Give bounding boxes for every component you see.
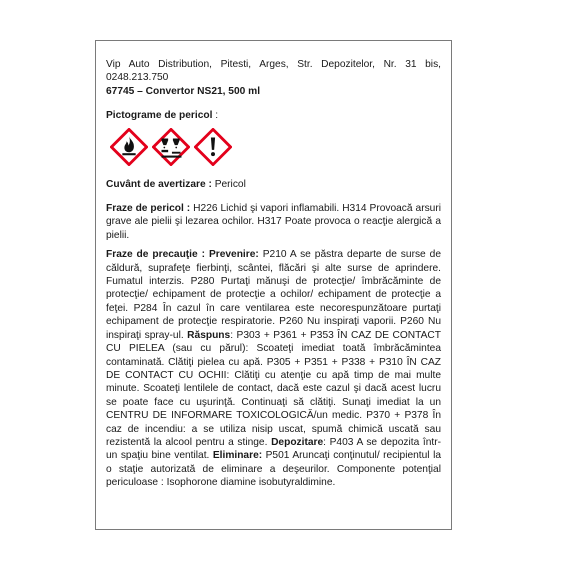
product-name: 67745 – Convertor NS21, 500 ml bbox=[106, 85, 261, 97]
hazard-statements bbox=[106, 202, 441, 242]
prevention-text: P210 A se păstra departe de surse de căldură, suprafeţe fierbinţi, scântei, flăcări şi alte surse de aprindere. Fumatul interzis. P280 Purtaţi mănuşi de protecţie/ îmbrăcăminte de protecţie/ echipament de protecţie a ochilor/ echipament de protecţie a feţei. P284 În cazul în care ventilarea este necorespunzătoare purtaţi echipament de protecţie respiratorie. P260 Nu inspiraţi vaporii. P260 Nu inspiraţi spray-ul. bbox=[106, 249, 441, 341]
pictogram-row bbox=[110, 127, 441, 167]
flame-icon bbox=[110, 128, 148, 166]
disposal-label: Eliminare: bbox=[209, 450, 263, 462]
label-content bbox=[106, 58, 441, 490]
pictograms-suffix: : bbox=[212, 110, 219, 122]
hazard-text: H226 Lichid şi vapori inflamabili. H314 Provoacă arsuri grave ale pielii şi lezarea ochilor. H317 Poate provoca o reacţie alergică a pielii. bbox=[106, 203, 441, 241]
response-text: : P303 + P361 + P353 ÎN CAZ DE CONTACT CU PIELEA (sau cu părul): Scoateţi imediat toată îmbrăcămintea contaminată. Clătiţi pielea cu apă. P305 + P351 + P338 + P310 ÎN CAZ DE CONTACT CU OCHII: Clătiţi cu atenţie cu apă timp de mai multe minute. Scoateţi lentilele de contact, dacă este cazul şi dacă acest lucru se poate face cu uşurinţă. Continuaţi să clătiţi. Sunaţi imediat la un CENTRU DE INFORMARE TOXICOLOGICĂ/un medic. P370 + P378 În caz de incendiu: a se utiliza nisip uscat, spumă chimică uscată sau rezistentă la alcool pentru a stinge. bbox=[106, 329, 441, 448]
hazard-label: Fraze de pericol : bbox=[106, 203, 191, 215]
response-label: Răspuns bbox=[183, 329, 231, 341]
disposal-text: P501 Aruncaţi conţinutul/ recipientul la o staţie autorizată de eliminare a deşeurilor. Componente potenţial periculoase : Isophorone diamine isobutyraldimine. bbox=[106, 450, 441, 489]
precautionary-statements bbox=[106, 248, 441, 489]
exclamation-icon bbox=[194, 128, 232, 166]
precaution-label: Fraze de precauţie : Prevenire: bbox=[106, 249, 259, 261]
pictograms-label: Pictograme de pericol bbox=[106, 110, 213, 122]
corrosion-icon bbox=[152, 128, 190, 166]
signal-value: Pericol bbox=[211, 178, 246, 190]
storage-label: Depozitare bbox=[267, 436, 324, 448]
spacer bbox=[106, 98, 441, 109]
safety-label bbox=[95, 40, 452, 530]
storage-text: : P403 A se depozita într-un spaţiu bine ventilat. bbox=[106, 436, 441, 462]
signal-label: Cuvânt de avertizare : bbox=[106, 178, 212, 190]
signal-word bbox=[106, 178, 441, 191]
spacer bbox=[106, 167, 441, 178]
company-info: Vip Auto Distribution, Pitesti, Arges, Str. Depozitelor, Nr. 31 bis, 0248.213.750 bbox=[106, 59, 441, 84]
pictograms-heading bbox=[106, 109, 441, 122]
spacer bbox=[106, 191, 441, 202]
